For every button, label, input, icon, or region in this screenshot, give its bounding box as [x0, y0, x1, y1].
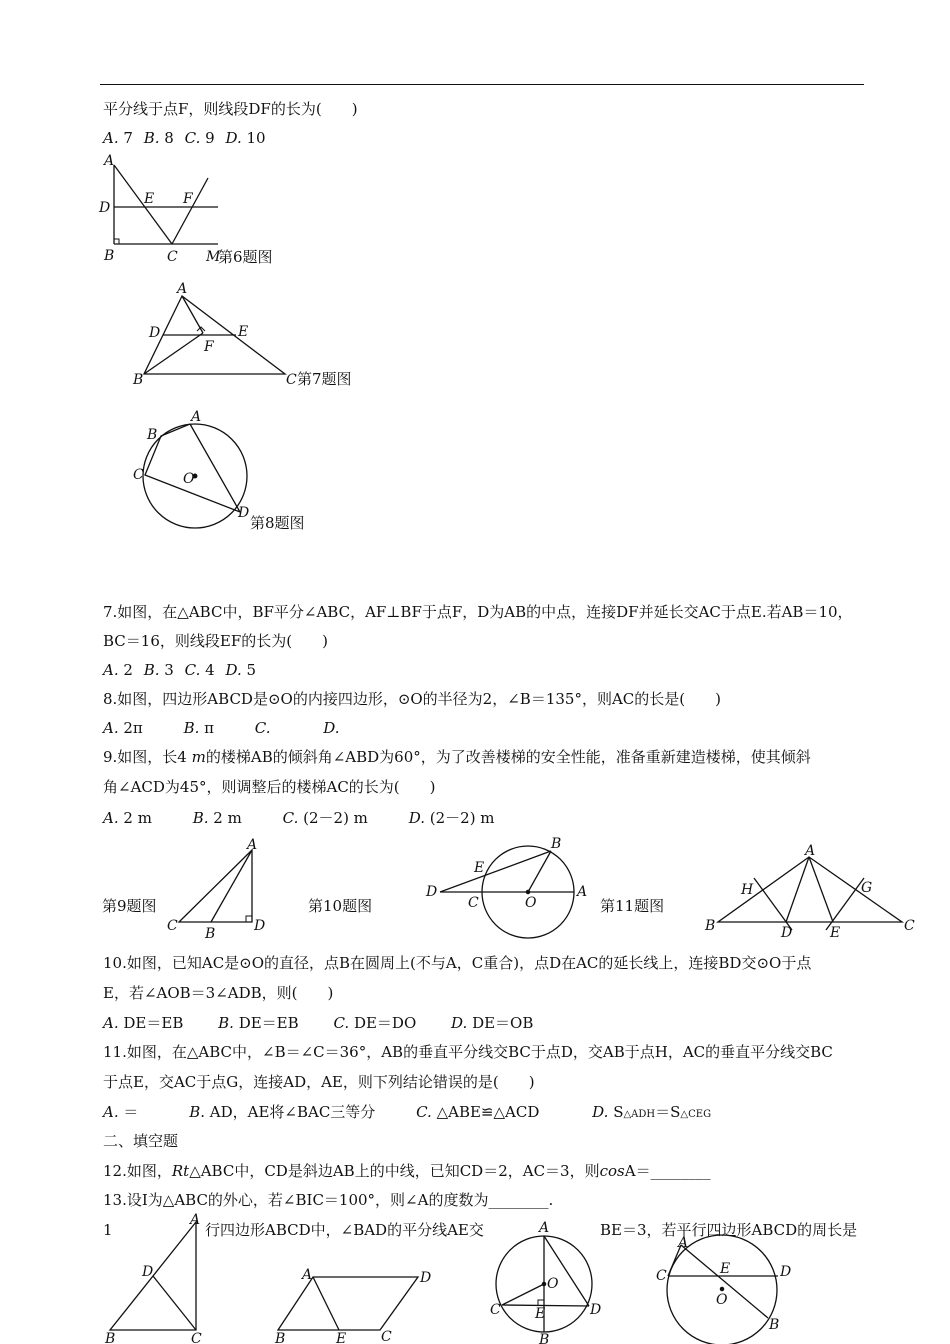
question-14-end: BE＝3，若平行四边形ABCD的周长是	[600, 1221, 858, 1239]
fig14-label-b: B	[275, 1331, 286, 1344]
fig16-label-o: O	[716, 1292, 728, 1308]
fig16-label-e: E	[720, 1261, 731, 1277]
question-14-start: 1	[103, 1221, 113, 1239]
fig6-label-c: C	[167, 249, 178, 265]
fig14-label-d: D	[420, 1270, 432, 1286]
question-11-line1: 11.如图，在△ABC中，∠B＝∠C＝36°，AB的垂直平分线交BC于点D，交AB于点H，AC的垂直平分线交BC	[103, 1043, 833, 1061]
fig16-label-d: D	[780, 1264, 792, 1280]
fig14-label-a: A	[302, 1267, 313, 1283]
fig10-label-d: D	[426, 884, 438, 900]
fig15-label-d: D	[590, 1302, 602, 1318]
question-6-continuation: 平分线于点F，则线段DF的长为( )	[103, 100, 358, 118]
fig11-label-g: G	[861, 880, 873, 896]
fig14-label-e: E	[336, 1331, 347, 1344]
fig12-label-a: A	[190, 1212, 201, 1228]
figure-10-caption: 第10题图	[308, 897, 373, 915]
question-10-options: A. DE＝EB B. DE＝EB C. DE＝DO D. DE＝OB	[103, 1014, 534, 1032]
fig15-label-o: O	[547, 1276, 559, 1292]
fig16-label-b: B	[769, 1317, 780, 1333]
figure-9-caption: 第9题图	[102, 897, 157, 915]
question-8-line1: 8.如图，四边形ABCD是⊙O的内接四边形，⊙O的半径为2，∠B＝135°，则AC的长是( )	[103, 690, 721, 708]
figure-6-caption: 第6题图	[218, 248, 273, 266]
fig6-label-f: F	[183, 191, 193, 207]
figure-7-caption: 第7题图	[297, 370, 352, 388]
question-6-options: A. 7 B. 8 C. 9 D. 10	[103, 129, 266, 147]
question-7-line1: 7.如图，在△ABC中，BF平分∠ABC，AF⊥BF于点F，D为AB的中点，连接DF并延长交AC于点E.若AB＝10，	[103, 603, 853, 621]
fig14-label-c: C	[381, 1329, 392, 1344]
question-7-options: A. 2 B. 3 C. 4 D. 5	[103, 661, 257, 679]
fig6-label-a: A	[104, 153, 115, 169]
question-10-line2: E，若∠AOB＝3∠ADB，则( )	[103, 984, 334, 1002]
section-fill-in-heading: 二、填空题	[103, 1132, 179, 1150]
fig10-label-b: B	[551, 836, 562, 852]
fig9-label-c: C	[167, 918, 178, 934]
fig7-label-c: C	[286, 372, 297, 388]
fig12-label-d: D	[142, 1264, 154, 1280]
question-11-options: A. ＝ B. AD，AE将∠BAC三等分 C. △ABE≌△ACD D. S△ADH＝S△CEG	[103, 1103, 712, 1121]
fig8-label-b: B	[147, 427, 158, 443]
question-9-line2: 角∠ACD为45°，则调整后的楼梯AC的长为( )	[103, 778, 436, 796]
question-13: 13.设I为△ABC的外心，若∠BIC＝100°，则∠A的度数为________.	[103, 1191, 554, 1209]
figure-8-caption: 第8题图	[250, 514, 305, 532]
fig11-label-h: H	[741, 882, 754, 898]
question-9-options: A. 2 m B. 2 m C. (2－2) m D. (2－2) m	[103, 809, 495, 827]
fig8-label-c: C	[133, 467, 144, 483]
fig15-label-e: E	[535, 1306, 546, 1322]
fig11-label-c: C	[904, 918, 915, 934]
fig12-label-b: B	[105, 1331, 116, 1344]
fig10-label-c: C	[468, 895, 479, 911]
fig9-label-b: B	[205, 926, 216, 942]
question-14-middle: 行四边形ABCD中，∠BAD的平分线AE交	[205, 1221, 484, 1239]
figure-11-caption: 第11题图	[600, 897, 665, 915]
fig10-label-o: O	[525, 895, 537, 911]
question-7-line2: BC＝16，则线段EF的长为( )	[103, 632, 328, 650]
question-9-line1: 9.如图，长4 m的楼梯AB的倾斜角∠ABD为60°，为了改善楼梯的安全性能，准备重新建造楼梯，使其倾斜	[103, 748, 811, 766]
fig7-label-b: B	[133, 372, 144, 388]
fig15-label-a: A	[539, 1220, 550, 1236]
fig6-label-d: D	[99, 200, 111, 216]
fig11-label-b: B	[705, 918, 716, 934]
fig11-label-d: D	[781, 925, 793, 941]
fig8-label-a: A	[191, 409, 202, 425]
fig7-label-d: D	[149, 325, 161, 341]
fig15-label-b: B	[539, 1332, 550, 1344]
fig10-label-a: A	[577, 884, 588, 900]
question-8-options: A. 2π B. π C. D.	[103, 719, 340, 737]
fig11-label-e: E	[830, 925, 841, 941]
fig6-label-b: B	[104, 248, 115, 264]
fig12-label-c: C	[191, 1331, 202, 1344]
fig8-label-d: D	[238, 505, 250, 521]
fig10-label-e: E	[474, 860, 485, 876]
fig6-label-e: E	[144, 191, 155, 207]
fig9-label-a: A	[247, 837, 258, 853]
fig7-label-a: A	[177, 281, 188, 297]
question-10-line1: 10.如图，已知AC是⊙O的直径，点B在圆周上(不与A，C重合)，点D在AC的延长线上，连接BD交⊙O于点	[103, 954, 812, 972]
fig7-label-f: F	[204, 339, 214, 355]
fig8-label-o: O	[183, 471, 195, 487]
fig7-label-e: E	[238, 324, 249, 340]
fig15-label-c: C	[490, 1302, 501, 1318]
question-11-line2: 于点E，交AC于点G，连接AD，AE，则下列结论错误的是( )	[103, 1073, 535, 1091]
fig16-label-a: A	[678, 1235, 689, 1251]
fig9-label-d: D	[254, 918, 266, 934]
fig6-label-m: M	[206, 249, 221, 265]
fig11-label-a: A	[805, 843, 816, 859]
fig16-label-c: C	[656, 1268, 667, 1284]
question-12: 12.如图，Rt△ABC中，CD是斜边AB上的中线，已知CD＝2，AC＝3，则cosA＝________	[103, 1162, 711, 1180]
